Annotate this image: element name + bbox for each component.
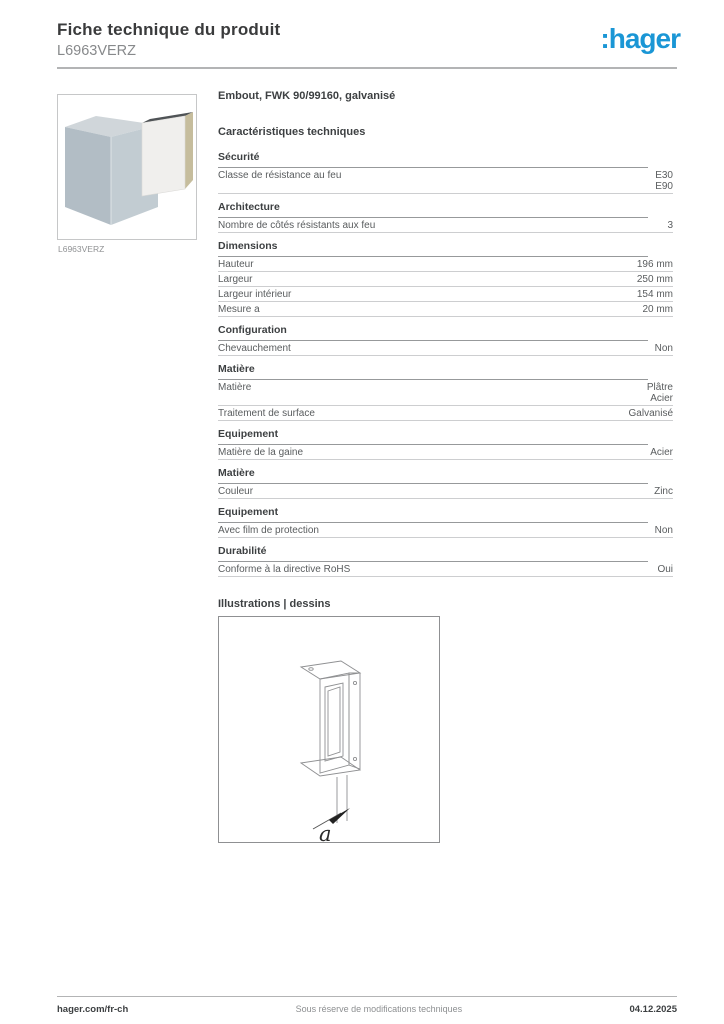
section-title: Architecture (218, 202, 648, 218)
header-product-code: L6963VERZ (57, 43, 136, 59)
illustrations-heading: Illustrations | dessins (218, 598, 331, 610)
spec-row (218, 380, 673, 406)
dimension-label: a (319, 822, 332, 842)
page-header (57, 20, 280, 59)
characteristics-sections (218, 152, 673, 577)
spec-value: E30 E90 (655, 170, 673, 192)
product-photo-caption: L6963VERZ (58, 244, 105, 254)
spec-label: Matière de la gaine (218, 447, 304, 458)
spec-value: Plâtre Acier (646, 382, 673, 404)
product-name: Embout, FWK 90/99160, galvanisé (218, 90, 396, 102)
section-title: Equipement (218, 507, 648, 523)
technical-drawing (218, 616, 440, 843)
header-divider (57, 67, 677, 69)
characteristics-section (218, 468, 673, 499)
spec-label: Conforme à la directive RoHS (218, 564, 351, 575)
hager-logo: :hager (600, 23, 680, 54)
characteristics-section (218, 364, 673, 421)
spec-label: Couleur (218, 486, 254, 497)
spec-row (218, 562, 673, 577)
spec-value: Non (654, 343, 673, 354)
spec-value: Acier (650, 447, 673, 458)
spec-label: Largeur intérieur (218, 289, 292, 300)
spec-label: Hauteur (218, 259, 254, 270)
drawing-hole-bottom (353, 757, 356, 760)
characteristics-panel (218, 90, 673, 843)
spec-value: 3 (667, 220, 673, 231)
product-photo-illustration (58, 95, 196, 239)
spec-value: 20 mm (642, 304, 673, 315)
section-title: Matière (218, 468, 648, 484)
spec-row (218, 484, 673, 499)
characteristics-section (218, 152, 673, 194)
section-title: Durabilité (218, 546, 648, 562)
characteristics-section (218, 241, 673, 317)
page-footer (57, 1004, 677, 1015)
spec-value: 154 mm (636, 289, 673, 300)
spec-label: Avec film de protection (218, 525, 319, 536)
drawing-hole-top (353, 681, 356, 684)
characteristics-section (218, 507, 673, 538)
spec-label: Classe de résistance au feu (218, 170, 342, 181)
footer-date: 04.12.2025 (629, 1004, 677, 1015)
spec-label: Traitement de surface (218, 408, 315, 419)
spec-row (218, 406, 673, 421)
spec-label: Largeur (218, 274, 253, 285)
spec-value: Non (654, 525, 673, 536)
spec-value: 250 mm (636, 274, 673, 285)
spec-row (218, 272, 673, 287)
characteristics-section (218, 429, 673, 460)
footer-divider (57, 996, 677, 997)
characteristics-heading: Caractéristiques techniques (218, 126, 366, 138)
product-photo (57, 94, 197, 240)
spec-value: Galvanisé (628, 408, 673, 419)
drawing-frame-inner2 (328, 687, 340, 756)
section-title: Dimensions (218, 241, 648, 257)
spec-row (218, 341, 673, 356)
spec-row (218, 445, 673, 460)
spec-value: 196 mm (636, 259, 673, 270)
spec-row (218, 287, 673, 302)
drawing-side-panel (349, 673, 360, 769)
spec-label: Matière (218, 382, 252, 393)
page-title: Fiche technique du produit (57, 20, 281, 39)
characteristics-section (218, 325, 673, 356)
footer-disclaimer: Sous réserve de modifications techniques (295, 1004, 463, 1014)
right-box-side-face (185, 112, 193, 189)
spec-label: Mesure a (218, 304, 260, 315)
right-box-front-face (142, 116, 185, 196)
section-title: Configuration (218, 325, 648, 341)
characteristics-section (218, 546, 673, 577)
technical-drawing-svg (219, 617, 439, 842)
spec-label: Chevauchement (218, 343, 291, 354)
left-box-front-face (65, 127, 111, 225)
section-title: Matière (218, 364, 648, 380)
spec-row (218, 218, 673, 233)
characteristics-section (218, 202, 673, 233)
spec-row (218, 257, 673, 272)
spec-row (218, 302, 673, 317)
spec-value: Oui (657, 564, 673, 575)
spec-row (218, 168, 673, 194)
section-title: Sécurité (218, 152, 648, 168)
spec-value: Zinc (654, 486, 673, 497)
drawing-flange-hole (309, 668, 313, 671)
spec-row (218, 523, 673, 538)
footer-website-link[interactable]: hager.com/fr-ch (57, 1004, 129, 1015)
section-title: Equipement (218, 429, 648, 445)
spec-label: Nombre de côtés résistants aux feu (218, 220, 376, 231)
